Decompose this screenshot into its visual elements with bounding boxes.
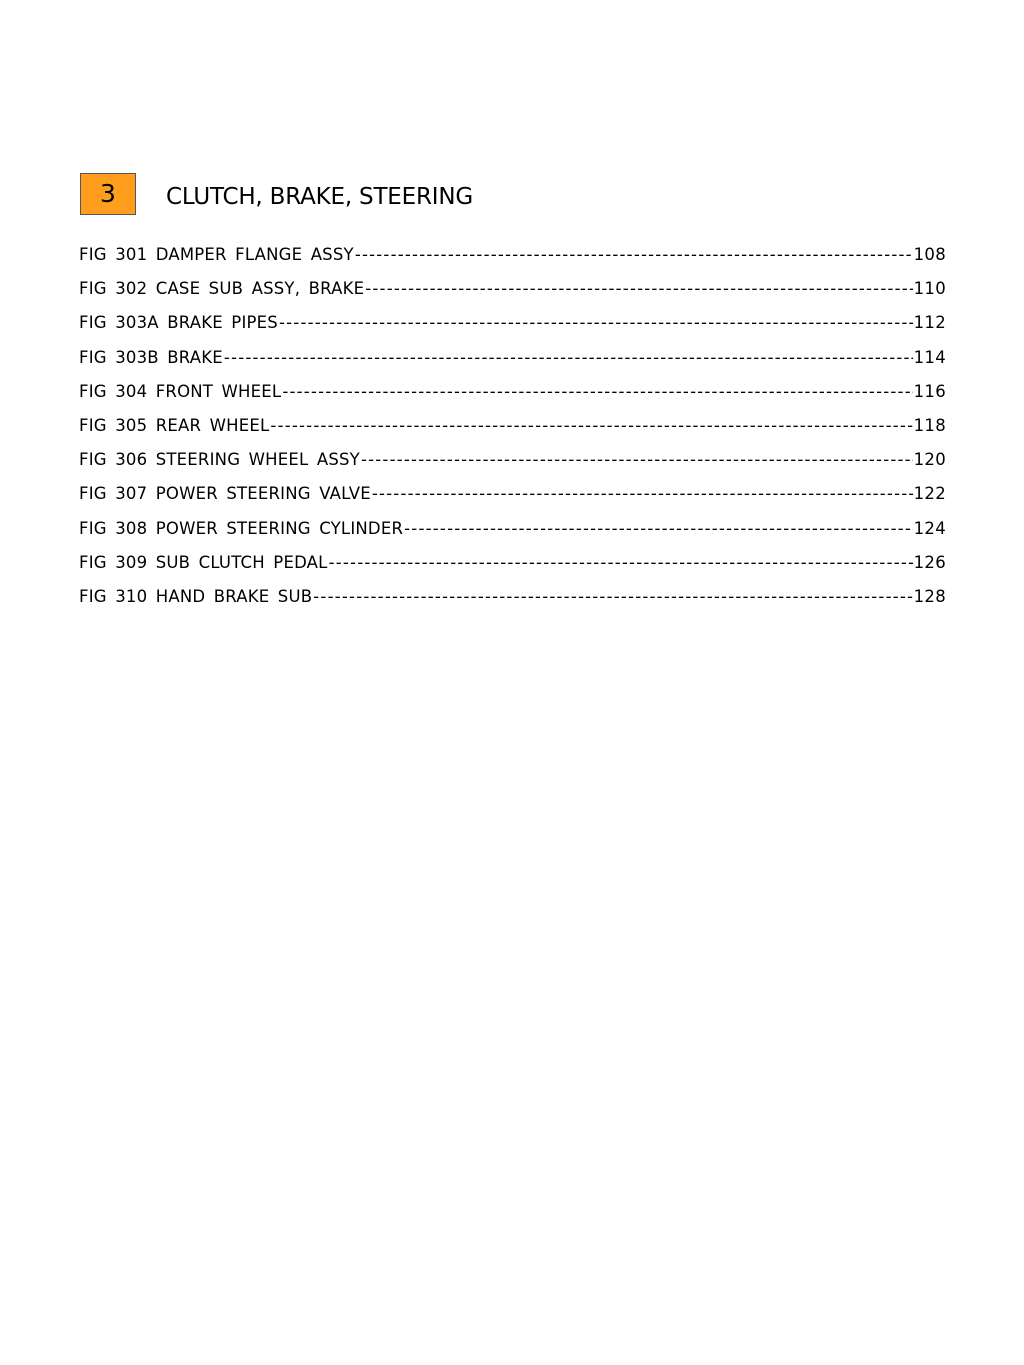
section-title: CLUTCH, BRAKE, STEERING bbox=[166, 184, 473, 210]
toc-entry-fig-301[interactable] bbox=[79, 238, 946, 272]
section-number-badge: 3 bbox=[80, 173, 136, 215]
toc-page-number: 112 bbox=[913, 313, 946, 333]
toc-entry-fig-306[interactable] bbox=[79, 443, 946, 477]
toc-entry-fig-309[interactable] bbox=[79, 546, 946, 580]
toc-dot-leader bbox=[372, 477, 913, 511]
toc-page-number: 126 bbox=[913, 552, 946, 572]
toc-entry-label: FIG 310 HAND BRAKE SUB bbox=[79, 586, 313, 606]
toc-page-number: 128 bbox=[913, 586, 946, 606]
toc-entry-fig-307[interactable] bbox=[79, 477, 946, 511]
toc-entry-label: FIG 306 STEERING WHEEL ASSY bbox=[79, 450, 360, 470]
toc-entry-label: FIG 303B BRAKE bbox=[79, 347, 223, 367]
toc-page-number: 108 bbox=[913, 245, 946, 264]
toc-page-number: 124 bbox=[913, 518, 946, 538]
toc-dot-leader bbox=[329, 546, 913, 580]
toc-page-number: 122 bbox=[913, 484, 946, 504]
toc-entry-label: FIG 304 FRONT WHEEL bbox=[79, 381, 282, 401]
toc-entry-fig-310[interactable] bbox=[79, 580, 946, 614]
toc-entry-fig-303a[interactable] bbox=[79, 306, 946, 340]
toc-entry-label: FIG 305 REAR WHEEL bbox=[79, 415, 270, 435]
toc-entry-fig-305[interactable] bbox=[79, 409, 946, 443]
toc-dot-leader bbox=[355, 238, 913, 272]
toc-dot-leader bbox=[224, 341, 913, 375]
table-of-contents bbox=[79, 238, 946, 614]
toc-page-number: 120 bbox=[913, 450, 946, 470]
toc-entry-fig-302[interactable] bbox=[79, 272, 946, 306]
toc-dot-leader bbox=[270, 409, 912, 443]
toc-entry-label: FIG 308 POWER STEERING CYLINDER bbox=[79, 518, 404, 538]
toc-dot-leader bbox=[282, 375, 912, 409]
toc-dot-leader bbox=[313, 580, 912, 614]
toc-dot-leader bbox=[361, 443, 913, 477]
toc-page-number: 114 bbox=[913, 347, 946, 367]
section-header bbox=[80, 173, 960, 219]
toc-page-number: 116 bbox=[913, 381, 946, 401]
toc-entry-fig-303b[interactable] bbox=[79, 341, 946, 375]
toc-dot-leader bbox=[365, 272, 912, 306]
toc-dot-leader bbox=[279, 306, 913, 340]
toc-page-number: 110 bbox=[913, 279, 946, 299]
toc-dot-leader bbox=[404, 512, 912, 546]
toc-entry-fig-304[interactable] bbox=[79, 375, 946, 409]
toc-entry-label: FIG 307 POWER STEERING VALVE bbox=[79, 484, 371, 504]
toc-entry-label: FIG 302 CASE SUB ASSY, BRAKE bbox=[79, 279, 365, 299]
toc-page-number: 118 bbox=[913, 415, 946, 435]
toc-entry-label: FIG 303A BRAKE PIPES bbox=[79, 313, 278, 333]
toc-entry-fig-308[interactable] bbox=[79, 512, 946, 546]
toc-entry-label: FIG 309 SUB CLUTCH PEDAL bbox=[79, 552, 328, 572]
toc-entry-label: FIG 301 DAMPER FLANGE ASSY bbox=[79, 245, 354, 264]
